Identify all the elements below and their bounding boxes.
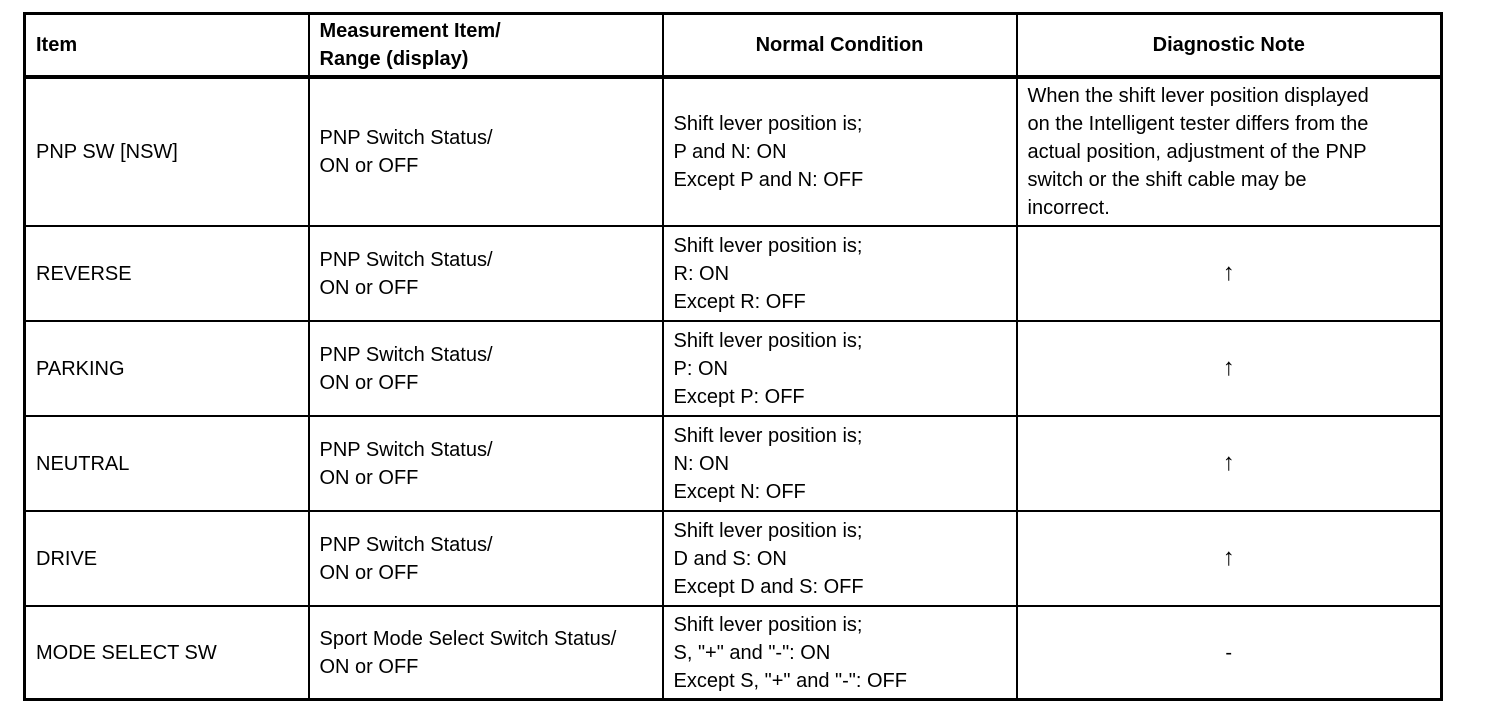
diagnostic-data-table — [23, 12, 1443, 701]
item-cell: MODE SELECT SW — [25, 606, 309, 700]
table-header-row — [25, 14, 1442, 78]
measurement-line: Sport Mode Select Switch Status/ — [319, 627, 617, 650]
normal-line: Shift lever position is; — [673, 519, 863, 542]
table-row — [25, 226, 1442, 321]
item-cell: PNP SW [NSW] — [25, 77, 309, 226]
up-arrow-icon: ↑ — [1222, 354, 1235, 381]
normal-condition-cell — [663, 511, 1017, 606]
normal-condition-cell — [663, 226, 1017, 321]
item-cell: DRIVE — [25, 511, 309, 606]
normal-condition-cell — [663, 606, 1017, 700]
measurement-line: PNP Switch Status/ — [319, 438, 493, 461]
measurement-line: PNP Switch Status/ — [319, 343, 493, 366]
measurement-line: ON or OFF — [319, 276, 419, 299]
item-cell: PARKING — [25, 321, 309, 416]
normal-condition-cell — [663, 321, 1017, 416]
table-row — [25, 606, 1442, 700]
measurement-cell — [309, 77, 663, 226]
normal-line: P and N: ON — [673, 141, 787, 163]
up-arrow-icon: ↑ — [1222, 449, 1235, 476]
measurement-cell — [309, 606, 663, 700]
normal-line: Shift lever position is; — [673, 234, 863, 257]
normal-line: Except P: OFF — [673, 385, 805, 408]
header-diagnostic-note: Diagnostic Note — [1017, 14, 1442, 78]
normal-line: Except S, "+" and "-": OFF — [673, 669, 907, 692]
normal-line: N: ON — [673, 452, 730, 475]
measurement-cell — [309, 416, 663, 511]
normal-line: Except N: OFF — [673, 480, 806, 503]
normal-line: R: ON — [673, 262, 730, 285]
normal-line: P: ON — [673, 357, 728, 380]
note-line: incorrect. — [1027, 197, 1110, 219]
normal-line: D and S: ON — [673, 547, 787, 570]
measurement-line: ON or OFF — [319, 371, 419, 394]
normal-line: Shift lever position is; — [673, 329, 863, 352]
normal-line: Shift lever position is; — [673, 113, 863, 135]
measurement-line: ON or OFF — [319, 561, 419, 584]
header-measurement-line1: Measurement Item/ — [319, 20, 501, 42]
table-row — [25, 511, 1442, 606]
normal-line: Except R: OFF — [673, 290, 806, 313]
note-line: When the shift lever position displayed — [1027, 85, 1369, 107]
note-line: on the Intelligent tester differs from the — [1027, 113, 1369, 135]
item-cell: NEUTRAL — [25, 416, 309, 511]
normal-line: Shift lever position is; — [673, 424, 863, 447]
header-normal-condition: Normal Condition — [663, 14, 1017, 78]
table-row — [25, 321, 1442, 416]
header-item: Item — [25, 14, 309, 78]
measurement-line: ON or OFF — [319, 466, 419, 489]
up-arrow-icon: ↑ — [1222, 259, 1235, 286]
measurement-line: PNP Switch Status/ — [319, 533, 493, 556]
normal-condition-cell — [663, 416, 1017, 511]
measurement-line: ON or OFF — [319, 155, 419, 177]
header-measurement — [309, 14, 663, 78]
up-arrow-icon: ↑ — [1222, 544, 1235, 571]
diagnostic-note-cell — [1017, 511, 1442, 606]
normal-line: Except D and S: OFF — [673, 575, 864, 598]
note-line: actual position, adjustment of the PNP — [1027, 141, 1367, 163]
normal-line: S, "+" and "-": ON — [673, 641, 831, 664]
dash-symbol: - — [1225, 641, 1233, 664]
measurement-line: ON or OFF — [319, 655, 419, 678]
diagnostic-note-cell — [1017, 416, 1442, 511]
normal-line: Shift lever position is; — [673, 613, 863, 636]
measurement-cell — [309, 321, 663, 416]
table-row — [25, 77, 1442, 226]
diagnostic-note-cell — [1017, 226, 1442, 321]
item-cell: REVERSE — [25, 226, 309, 321]
note-line: switch or the shift cable may be — [1027, 169, 1307, 191]
table-row — [25, 416, 1442, 511]
measurement-cell — [309, 511, 663, 606]
diagnostic-note-cell — [1017, 606, 1442, 700]
measurement-line: PNP Switch Status/ — [319, 127, 493, 149]
header-measurement-line2: Range (display) — [319, 48, 469, 70]
diagnostic-note-cell — [1017, 77, 1442, 226]
normal-line: Except P and N: OFF — [673, 169, 864, 191]
measurement-line: PNP Switch Status/ — [319, 248, 493, 271]
diagnostic-note-cell — [1017, 321, 1442, 416]
measurement-cell — [309, 226, 663, 321]
normal-condition-cell — [663, 77, 1017, 226]
